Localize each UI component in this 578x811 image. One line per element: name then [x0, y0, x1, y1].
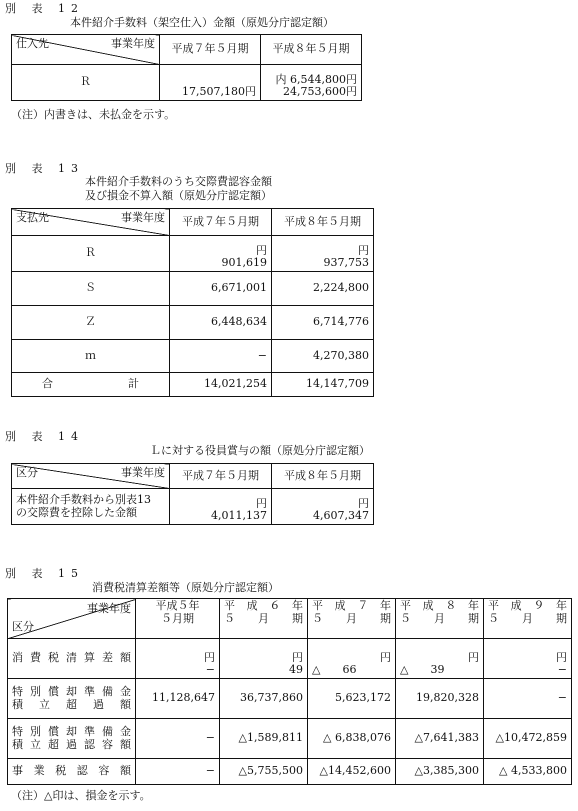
- t12-title: 本件紹介手数料（架空仕入）金額（原処分庁認定額）: [70, 16, 334, 29]
- t13-unit: 円: [256, 243, 267, 257]
- t15-value: −: [136, 759, 220, 785]
- t15-r4-name: [8, 759, 136, 785]
- t13-corner-b: 事業年度: [121, 211, 165, 224]
- t14-col1: 平成７年５月期: [170, 464, 272, 489]
- t15-value: △7,641,383: [396, 719, 484, 759]
- t15-value: −: [136, 719, 220, 759]
- table-row: [12, 272, 374, 306]
- t15-unit: 円: [380, 650, 391, 664]
- t14-corner-b: 事業年度: [121, 466, 165, 479]
- t15-value: 49: [289, 663, 303, 677]
- t15-cell: [396, 639, 484, 679]
- t15-value: 36,737,860: [220, 679, 308, 719]
- t15-col: [136, 599, 220, 639]
- t13-value: 2,224,800: [272, 272, 374, 306]
- t13-value: 937,753: [323, 256, 369, 270]
- t15-value: −: [205, 663, 215, 677]
- t15-r2-name-1: 特別償却準備金: [12, 684, 131, 698]
- t13-label: 別 表 13: [5, 162, 84, 175]
- t14-unit: 円: [358, 496, 369, 510]
- t14-corner-a: 区分: [16, 466, 38, 479]
- t14-col2: 平成８年５月期: [272, 464, 374, 489]
- t13-total-a: 合: [42, 377, 53, 391]
- t13-total-b: 計: [128, 377, 139, 391]
- t15-cell: [220, 639, 308, 679]
- t15-cell: [308, 639, 396, 679]
- t15-title: 消費税清算差額等（原処分庁認定額）: [92, 581, 279, 594]
- t15-col-a: 平 成 ８ 年: [400, 599, 479, 612]
- t15-value: △10,472,859: [484, 719, 572, 759]
- t13-title1: 本件紹介手数料のうち交際費認容金額: [85, 175, 272, 188]
- t14-v2: 4,607,347: [313, 509, 369, 523]
- t15-value: △5,755,500: [220, 759, 308, 785]
- t13-title2: 及び損金不算入額（原処分庁認定額）: [85, 189, 272, 202]
- t15-note: （注）△印は、損金を示す。: [11, 789, 151, 802]
- t13-row-name: ｍ: [12, 340, 170, 373]
- t14-label: 別 表 14: [5, 430, 84, 443]
- table-row: [12, 306, 374, 340]
- t13-corner-a: 支払先: [16, 211, 49, 224]
- table-row: [12, 340, 374, 373]
- t13-unit: 円: [358, 243, 369, 257]
- t12-label: 別 表 12: [5, 2, 84, 15]
- t12-val1: 17,507,180円: [160, 65, 261, 101]
- t15-r1-name: [8, 639, 136, 679]
- t15-corner-b: 事業年度: [87, 602, 131, 615]
- t15-r4-name-text: 事業税認容額: [12, 764, 131, 778]
- t13-value: −: [170, 340, 272, 373]
- t13-corner: [12, 209, 170, 236]
- t14-cell: [170, 489, 272, 525]
- t13-total-row: [12, 373, 374, 397]
- t15-col-b: ５ 月 期: [488, 611, 567, 625]
- t13-value: 6,671,001: [170, 272, 272, 306]
- t13-cell: [170, 236, 272, 272]
- t15-r2-name-2: 積立超過額: [12, 697, 131, 711]
- t15-unit: 円: [468, 650, 479, 664]
- t15-col-b: ５ 月 期: [224, 611, 303, 625]
- table-row: [8, 639, 572, 679]
- t14-unit: 円: [256, 496, 267, 510]
- t14-row-name-2: の交際費を控除した金額: [16, 505, 137, 519]
- t12-col2: 平成８年５月期: [261, 35, 362, 65]
- t15-col: [220, 599, 308, 639]
- t15-r3-name: [8, 719, 136, 759]
- t15-corner-a: 区分: [12, 620, 34, 634]
- t15-value: −: [484, 679, 572, 719]
- t15-value: △ 6,838,076: [308, 719, 396, 759]
- t15-table: [7, 598, 572, 785]
- t15-col-a: 平 成 ９ 年: [488, 599, 567, 612]
- t15-value: △ 66: [312, 663, 357, 677]
- t13-row-name: Ｒ: [12, 236, 170, 272]
- t13-total-v1: 14,021,254: [170, 373, 272, 397]
- t15-col-a: 平 成 ６ 年: [224, 599, 303, 612]
- t15-col: [484, 599, 572, 639]
- t14-row-name: [12, 489, 170, 525]
- t15-unit: 円: [204, 650, 215, 664]
- t14-row-name-1: 本件紹介手数料から別表13: [16, 492, 151, 506]
- t15-cell: [136, 639, 220, 679]
- t15-col-b: ５月期: [161, 611, 194, 625]
- t15-label: 別 表 15: [5, 567, 84, 580]
- t15-r2-name: [8, 679, 136, 719]
- t14-table: [11, 463, 374, 525]
- t13-col2: 平成８年５月期: [272, 209, 374, 236]
- t15-r3-name-2: 積立超過認容額: [12, 737, 131, 751]
- t12-val2-inner: 内 6,544,800円: [275, 72, 357, 86]
- t13-value: 901,619: [221, 256, 267, 270]
- t12-row-name: Ｒ: [12, 65, 160, 101]
- t13-row-name: Ｚ: [12, 306, 170, 340]
- t15-value: 19,820,328: [396, 679, 484, 719]
- table-row: [8, 679, 572, 719]
- t15-col-a: 平成５年: [155, 599, 200, 612]
- table-row: [8, 719, 572, 759]
- t13-value: 4,270,380: [272, 340, 374, 373]
- t12-note: （注）内書きは、未払金を示す。: [11, 108, 176, 121]
- t15-col-a: 平 成 ７ 年: [312, 599, 391, 612]
- t15-col-b: ５ 月 期: [312, 611, 391, 625]
- t14-title: Ｌに対する役員賞与の額（原処分庁認定額）: [150, 444, 370, 457]
- t15-value: △1,589,811: [220, 719, 308, 759]
- t12-val2: 24,753,600円: [283, 85, 357, 99]
- t15-value: △ 4,533,800: [484, 759, 572, 785]
- table-row: [8, 759, 572, 785]
- t12-corner-b: 事業年度: [111, 37, 155, 50]
- t13-value: 6,448,634: [170, 306, 272, 340]
- t15-value: △ 39: [400, 663, 445, 677]
- t15-value: 11,128,647: [136, 679, 220, 719]
- t14-cell: [272, 489, 374, 525]
- t12-corner-a: 仕入先: [16, 37, 49, 50]
- t12-table: [11, 34, 362, 101]
- t15-corner: [8, 599, 136, 639]
- t15-col: [396, 599, 484, 639]
- table-row: [12, 236, 374, 272]
- t13-col1: 平成７年５月期: [170, 209, 272, 236]
- t15-col: [308, 599, 396, 639]
- t15-value: △14,452,600: [308, 759, 396, 785]
- t14-v1: 4,011,137: [211, 509, 267, 523]
- t14-corner: [12, 464, 170, 489]
- t12-corner: [12, 35, 160, 65]
- t13-table: [11, 208, 374, 397]
- t15-value: −: [557, 663, 567, 677]
- t15-cell: [484, 639, 572, 679]
- t15-col-b: ５ 月 期: [400, 611, 479, 625]
- t15-r3-name-1: 特別償却準備金: [12, 724, 131, 738]
- t12-col1: 平成７年５月期: [160, 35, 261, 65]
- t13-value: 6,714,776: [272, 306, 374, 340]
- t15-unit: 円: [556, 650, 567, 664]
- t15-r1-name-text: 消費税清算差額: [12, 651, 131, 665]
- t13-cell: [272, 236, 374, 272]
- t13-total-label: [12, 373, 170, 397]
- t15-unit: 円: [292, 650, 303, 664]
- t15-value: △3,385,300: [396, 759, 484, 785]
- t15-value: 5,623,172: [308, 679, 396, 719]
- t12-val2-cell: [261, 65, 362, 101]
- t13-row-name: Ｓ: [12, 272, 170, 306]
- t13-total-v2: 14,147,709: [272, 373, 374, 397]
